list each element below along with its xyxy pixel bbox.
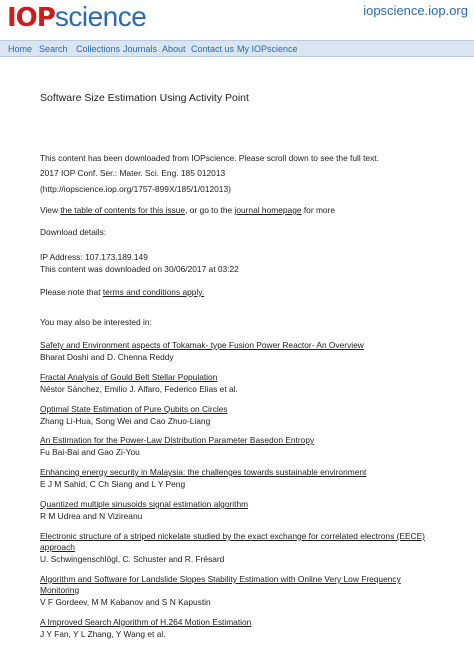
download-details-label: Download details: [40,227,107,237]
article-authors: R M Udrea and N Vizireanu [40,511,143,521]
view-line [40,205,335,216]
terms-link[interactable]: terms and conditions apply. [102,287,205,297]
also-interested-label: You may also be interested in: [40,317,152,327]
article-authors: U. Schwingenschlögl, C. Schuster and R. Frésard [40,554,225,564]
main-nav [0,40,474,57]
article-title-link[interactable]: Safety and Environment aspects of Tokamak- type Fusion Power Reactor- An Overview [40,340,364,350]
article-title-link[interactable]: Electronic structure of a striped nickelate studied by the exact exchange for correlated electrons (EECE) approach [40,531,425,552]
journal-homepage-link[interactable]: journal homepage [234,205,302,215]
article-authors: Bharat Doshi and D. Chenna Reddy [40,352,174,362]
terms-line [40,287,204,298]
article-authors: Fu Bai-Bai and Gao Zi-You [40,447,140,457]
nav-search[interactable]: Search [39,44,68,54]
article-authors: Zhang Li-Hua, Song Wei and Cao Zhuo-Liang [40,416,211,426]
logo-iop-text: IOP [7,3,55,33]
nav-collections[interactable]: Collections [76,44,121,54]
view-mid: , or go to the [185,205,235,215]
view-prefix: View [40,205,61,215]
iopscience-logo[interactable] [7,1,146,33]
ip-address: IP Address: 107.173.189.149 [40,252,148,262]
article-authors: Néstor Sánchez, Emilio J. Alfaro, Federico Elias et al. [40,384,238,394]
article-title-link[interactable]: Fractal Analysis of Gould Belt Stellar Population [40,372,218,382]
article-authors: V F Gordeev, M M Kabanov and S N Kapustin [40,597,211,607]
document-title: Software Size Estimation Using Activity Point [40,92,249,104]
nav-my-iopscience[interactable]: My IOPscience [237,44,298,54]
nav-home[interactable]: Home [8,44,33,54]
site-url-link[interactable]: iopscience.iop.org [363,3,468,18]
downloaded-note: This content has been downloaded from IOPscience. Please scroll down to see the full text. [40,153,379,163]
article-title-link[interactable]: Algorithm and Software for Landslide Slopes Stability Estimation with Online Very Low Frequency Monitoring [40,574,401,595]
note-prefix: Please note that [40,287,103,297]
doi-url: (http://iopscience.iop.org/1757-899X/185/1/012013) [40,184,231,194]
article-title-link[interactable]: Optimal State Estimation of Pure Qubits on Circles [40,404,228,414]
logo-science-text: science [54,1,147,32]
article-authors: J Y Fan, Y L Zhang, Y Wang et al. [40,629,166,639]
article-title-link[interactable]: Enhancing energy security in Malaysia: the challenges towards sustainable environment [40,467,367,477]
article-authors: E J M Sahid, C Ch Siang and L Y Peng [40,479,186,489]
view-suffix: for more [301,205,336,215]
article-title-link[interactable]: A Improved Search Algorithm of H.264 Motion Estimation [40,617,252,627]
nav-about[interactable]: About [162,44,186,54]
nav-contact-us[interactable]: Contact us [191,44,235,54]
nav-journals[interactable]: Journals [123,44,158,54]
table-of-contents-link[interactable]: the table of contents for this issue [60,205,186,215]
article-title-link[interactable]: An Estimation for the Power-Law Distribution Parameter Basedon Entropy [40,435,315,445]
article-title-link[interactable]: Quantized multiple sinusoids signal estimation algorithm [40,499,249,509]
downloaded-on: This content was downloaded on 30/06/2017 at 03:22 [40,264,239,274]
site-header [0,0,474,40]
citation: 2017 IOP Conf. Ser.: Mater. Sci. Eng. 185 012013 [40,168,226,178]
